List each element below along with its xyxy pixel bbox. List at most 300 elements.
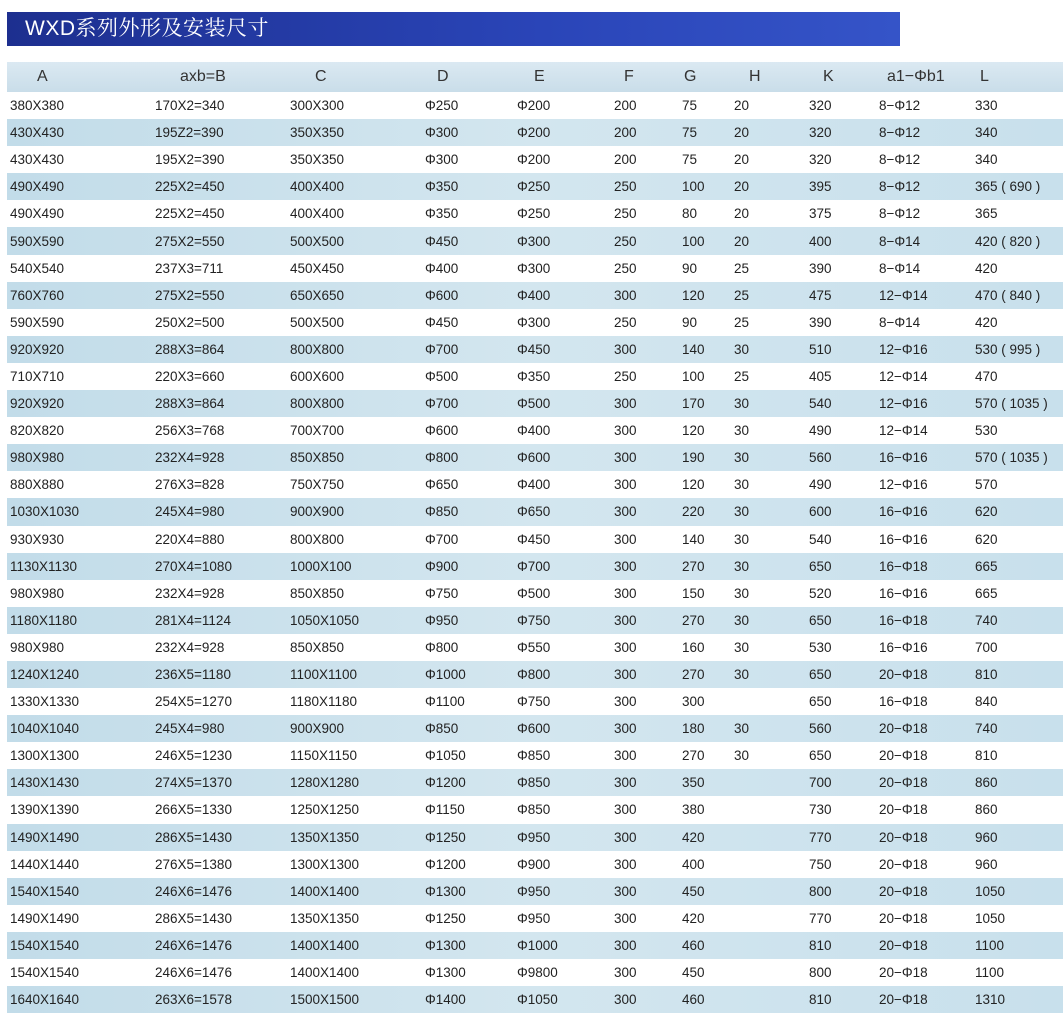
table-cell: 20 — [734, 206, 750, 222]
table-cell: 20−Φ18 — [879, 775, 928, 791]
table-cell: 20−Φ18 — [879, 883, 928, 899]
table-cell — [734, 986, 809, 1013]
table-cell: 1310 — [975, 992, 1006, 1008]
table-cell: Φ850 — [517, 775, 551, 791]
table-cell: 16−Φ16 — [879, 585, 928, 601]
table-cell: Φ400 — [425, 260, 459, 276]
table-row — [7, 363, 1063, 390]
table-cell: 980X980 — [10, 450, 65, 466]
table-cell: Φ450 — [425, 314, 459, 330]
table-cell: 275X2=550 — [155, 287, 225, 303]
table-cell: 350X350 — [290, 125, 345, 141]
table-cell: 120 — [682, 423, 705, 439]
table-cell: Φ550 — [517, 639, 551, 655]
table-cell: 320 — [809, 125, 832, 141]
table-cell: 8−Φ14 — [879, 233, 921, 249]
table-cell: Φ800 — [517, 667, 551, 683]
table-cell: 510 — [809, 341, 832, 357]
table-cell: 20 — [734, 125, 750, 141]
table-cell: Φ1000 — [425, 667, 466, 683]
table-cell: 1300X1300 — [10, 748, 80, 764]
table-cell: 30 — [734, 639, 750, 655]
table-cell: 300 — [614, 396, 637, 412]
table-cell: Φ950 — [425, 612, 459, 628]
table-cell: 195Z2=390 — [155, 125, 224, 141]
table-cell: 450 — [682, 965, 705, 981]
table-cell: 960 — [975, 829, 998, 845]
table-cell: 8−Φ12 — [879, 152, 921, 168]
table-cell: 16−Φ18 — [879, 558, 928, 574]
column-header: axb=B — [180, 68, 226, 85]
table-cell: Φ500 — [517, 396, 551, 412]
table-cell: 30 — [734, 748, 750, 764]
table-cell: 246X6=1476 — [155, 937, 232, 953]
table-row — [7, 607, 1063, 634]
table-cell: Φ200 — [517, 98, 551, 114]
table-cell: 365 — [975, 206, 998, 222]
table-cell: 390 — [809, 260, 832, 276]
table-cell: 1490X1490 — [10, 910, 80, 926]
table-cell: 1100 — [975, 937, 1005, 953]
table-cell: 420 — [682, 910, 705, 926]
table-cell: 1100X1100 — [290, 667, 358, 683]
table-cell: 1540X1540 — [10, 937, 80, 953]
table-cell: 1490X1490 — [10, 829, 80, 845]
table-cell: 140 — [682, 341, 705, 357]
table-cell: Φ750 — [425, 585, 459, 601]
table-cell — [734, 932, 809, 959]
table-cell: 1050 — [975, 910, 1006, 926]
table-row — [7, 824, 1063, 851]
table-cell: 286X5=1430 — [155, 910, 232, 926]
table-cell: 650 — [809, 612, 832, 628]
column-header: F — [624, 68, 634, 85]
table-cell: 300 — [614, 748, 637, 764]
table-cell: 350X350 — [290, 152, 345, 168]
table-cell: 330 — [975, 98, 998, 114]
table-cell: 1390X1390 — [10, 802, 80, 818]
table-cell: 920X920 — [10, 396, 65, 412]
table-cell: Φ650 — [517, 504, 551, 520]
table-cell: 740 — [975, 612, 998, 628]
table-cell: 700 — [975, 639, 998, 655]
table-cell: 20 — [734, 98, 750, 114]
table-cell: 800 — [809, 883, 832, 899]
table-row — [7, 661, 1063, 688]
table-cell: Φ1200 — [425, 775, 466, 791]
table-cell: 270 — [682, 612, 705, 628]
table-cell: 980X980 — [10, 585, 65, 601]
column-header: K — [823, 68, 834, 85]
table-cell: 288X3=864 — [155, 341, 225, 357]
table-cell: 75 — [682, 125, 698, 141]
table-row — [7, 282, 1063, 309]
table-cell: 20−Φ18 — [879, 937, 928, 953]
table-cell: 200 — [614, 152, 637, 168]
table-row — [7, 92, 1063, 119]
table-cell: 800X800 — [290, 341, 345, 357]
table-cell: Φ850 — [425, 504, 459, 520]
table-cell: 266X5=1330 — [155, 802, 232, 818]
table-cell: 300 — [682, 694, 705, 710]
table-cell: 490X490 — [10, 179, 65, 195]
table-cell: 460 — [682, 992, 705, 1008]
table-cell: 30 — [734, 721, 750, 737]
dimension-table — [7, 62, 1063, 1013]
table-cell: 12−Φ14 — [879, 287, 928, 303]
table-cell: 650 — [809, 558, 832, 574]
table-row — [7, 119, 1063, 146]
table-cell: 850X850 — [290, 639, 345, 655]
table-cell: 1400X1400 — [290, 965, 360, 981]
table-cell: 570 ( 1035 ) — [975, 450, 1048, 466]
table-cell: 700X700 — [290, 423, 345, 439]
table-cell: 195X2=390 — [155, 152, 225, 168]
table-row — [7, 498, 1063, 525]
table-cell: 180 — [682, 721, 705, 737]
table-cell: 25 — [734, 260, 750, 276]
table-cell: 860 — [975, 775, 998, 791]
table-cell: 800X800 — [290, 396, 345, 412]
table-cell: 620 — [975, 531, 998, 547]
table-cell: 20−Φ18 — [879, 856, 928, 872]
table-cell: 90 — [682, 260, 698, 276]
table-cell: Φ1000 — [517, 937, 558, 953]
table-cell: 1240X1240 — [10, 667, 80, 683]
table-cell: 200 — [614, 98, 637, 114]
table-cell: 20−Φ18 — [879, 992, 928, 1008]
table-cell: 1050X1050 — [290, 612, 360, 628]
table-cell: 246X6=1476 — [155, 883, 232, 899]
table-cell: 490 — [809, 423, 832, 439]
table-row — [7, 390, 1063, 417]
table-row — [7, 769, 1063, 796]
table-cell: 232X4=928 — [155, 639, 225, 655]
table-cell: 740 — [975, 721, 998, 737]
table-row — [7, 688, 1063, 715]
table-row — [7, 553, 1063, 580]
table-cell: 300 — [614, 694, 637, 710]
table-cell: 300 — [614, 477, 637, 493]
table-row — [7, 851, 1063, 878]
table-cell: 390 — [809, 314, 832, 330]
table-cell: 430X430 — [10, 152, 65, 168]
table-cell: 1000X100 — [290, 558, 352, 574]
table-cell: 30 — [734, 612, 750, 628]
table-cell: 1640X1640 — [10, 992, 80, 1008]
table-cell: 246X6=1476 — [155, 965, 232, 981]
table-cell: 1540X1540 — [10, 883, 80, 899]
column-header: G — [684, 68, 697, 85]
table-cell: 276X3=828 — [155, 477, 225, 493]
table-cell: 490 — [809, 477, 832, 493]
table-cell: 8−Φ12 — [879, 98, 921, 114]
table-cell: 300 — [614, 856, 637, 872]
table-cell: 540X540 — [10, 260, 65, 276]
table-cell: 880X880 — [10, 477, 65, 493]
table-cell: 960 — [975, 856, 998, 872]
table-cell: 810 — [809, 992, 832, 1008]
table-cell: 8−Φ12 — [879, 179, 921, 195]
table-cell: 420 — [975, 260, 998, 276]
table-cell: 245X4=980 — [155, 504, 225, 520]
table-row — [7, 200, 1063, 227]
table-cell: 710X710 — [10, 368, 65, 384]
table-cell: 100 — [682, 368, 705, 384]
table-cell: 665 — [975, 558, 998, 574]
table-cell: 25 — [734, 287, 750, 303]
table-cell: 850X850 — [290, 450, 345, 466]
table-cell: 500X500 — [290, 314, 345, 330]
table-cell: 400 — [682, 856, 705, 872]
table-cell: 100 — [682, 233, 705, 249]
table-cell: 275X2=550 — [155, 233, 225, 249]
table-cell: 225X2=450 — [155, 206, 225, 222]
table-cell: 75 — [682, 98, 698, 114]
table-cell: 1430X1430 — [10, 775, 80, 791]
table-cell: 590X590 — [10, 233, 65, 249]
table-cell: 160 — [682, 639, 705, 655]
table-cell: 246X5=1230 — [155, 748, 232, 764]
table-cell: 420 — [682, 829, 705, 845]
table-cell: Φ300 — [425, 125, 459, 141]
table-cell: 365 ( 690 ) — [975, 179, 1041, 195]
table-cell: 450 — [682, 883, 705, 899]
table-cell: 1250X1250 — [290, 802, 360, 818]
table-cell: 300 — [614, 802, 637, 818]
table-cell: 300 — [614, 423, 637, 439]
table-cell: 450X450 — [290, 260, 345, 276]
table-cell: 237X3=711 — [155, 260, 224, 276]
table-cell: 400X400 — [290, 206, 345, 222]
table-cell: 276X5=1380 — [155, 856, 232, 872]
table-cell: 620 — [975, 504, 998, 520]
table-cell: 232X4=928 — [155, 585, 225, 601]
table-cell: 810 — [975, 667, 998, 683]
table-cell — [734, 824, 809, 851]
table-header-row — [7, 62, 1063, 92]
table-cell: 650X650 — [290, 287, 345, 303]
column-header: C — [315, 68, 327, 85]
table-cell: 220X3=660 — [155, 368, 225, 384]
table-cell: 600 — [809, 504, 832, 520]
table-row — [7, 146, 1063, 173]
table-cell: 300 — [614, 721, 637, 737]
table-cell: Φ600 — [517, 450, 551, 466]
table-cell: 1400X1400 — [290, 937, 360, 953]
table-cell: Φ350 — [425, 206, 459, 222]
table-cell: 560 — [809, 450, 832, 466]
table-cell: 380 — [682, 802, 705, 818]
table-cell: Φ350 — [517, 368, 551, 384]
table-row — [7, 715, 1063, 742]
table-cell: 730 — [809, 802, 832, 818]
table-cell: 16−Φ16 — [879, 531, 928, 547]
table-cell: 250 — [614, 260, 637, 276]
table-cell: 12−Φ14 — [879, 368, 928, 384]
table-cell — [734, 851, 809, 878]
table-cell: 1500X1500 — [290, 992, 360, 1008]
table-cell: Φ400 — [517, 423, 551, 439]
table-cell — [734, 769, 809, 796]
table-row — [7, 634, 1063, 661]
table-cell: Φ1250 — [425, 910, 466, 926]
table-cell: Φ250 — [425, 98, 459, 114]
table-cell: 300 — [614, 910, 637, 926]
table-cell: 420 — [975, 314, 998, 330]
table-row — [7, 878, 1063, 905]
table-cell: 840 — [975, 694, 998, 710]
table-cell: 30 — [734, 477, 750, 493]
table-cell: 810 — [809, 937, 832, 953]
table-cell: Φ700 — [517, 558, 551, 574]
table-cell: 300 — [614, 450, 637, 466]
table-cell: 20−Φ18 — [879, 667, 928, 683]
table-cell: Φ1200 — [425, 856, 466, 872]
table-cell: 281X4=1124 — [155, 612, 231, 628]
table-cell: 300 — [614, 612, 637, 628]
table-cell: 30 — [734, 423, 750, 439]
table-cell: 286X5=1430 — [155, 829, 232, 845]
column-header: H — [749, 68, 761, 85]
table-cell: 288X3=864 — [155, 396, 225, 412]
table-cell: 150 — [682, 585, 705, 601]
table-cell: 810 — [975, 748, 998, 764]
table-cell: 750X750 — [290, 477, 345, 493]
table-cell: 8−Φ14 — [879, 314, 921, 330]
table-cell: 320 — [809, 152, 832, 168]
table-cell: 20−Φ18 — [879, 802, 928, 818]
table-cell: 274X5=1370 — [155, 775, 232, 791]
table-row — [7, 526, 1063, 553]
table-cell: 8−Φ12 — [879, 125, 921, 141]
table-cell: 200 — [614, 125, 637, 141]
table-cell: 530 — [809, 639, 832, 655]
column-header: L — [980, 68, 989, 85]
table-cell: 190 — [682, 450, 705, 466]
table-cell: 30 — [734, 531, 750, 547]
table-cell: 270 — [682, 667, 705, 683]
table-cell: 490X490 — [10, 206, 65, 222]
table-cell: 170X2=340 — [155, 98, 225, 114]
page-title: WXD系列外形及安装尺寸 — [7, 12, 900, 46]
table-cell — [734, 905, 809, 932]
table-cell: 430X430 — [10, 125, 65, 141]
table-cell: 20−Φ18 — [879, 748, 928, 764]
table-cell: 220 — [682, 504, 705, 520]
table-cell: 850X850 — [290, 585, 345, 601]
table-cell: 1040X1040 — [10, 721, 80, 737]
table-cell: 30 — [734, 504, 750, 520]
table-cell: 900X900 — [290, 504, 345, 520]
table-cell: Φ1300 — [425, 965, 466, 981]
table-cell: 300 — [614, 639, 637, 655]
table-row — [7, 580, 1063, 607]
table-cell: Φ450 — [517, 531, 551, 547]
table-cell: 1540X1540 — [10, 965, 80, 981]
column-header: a1−Φb1 — [887, 68, 945, 85]
table-cell: 300 — [614, 585, 637, 601]
table-cell: 20−Φ18 — [879, 721, 928, 737]
table-cell: 300 — [614, 667, 637, 683]
table-cell: 1280X1280 — [290, 775, 360, 791]
table-cell: Φ1050 — [425, 748, 466, 764]
table-cell — [734, 688, 809, 715]
table-cell: 700 — [809, 775, 832, 791]
table-cell: 665 — [975, 585, 998, 601]
table-cell: Φ1050 — [517, 992, 558, 1008]
table-cell: 225X2=450 — [155, 179, 225, 195]
table-cell: 1350X1350 — [290, 829, 360, 845]
table-cell: 270 — [682, 748, 705, 764]
table-cell: Φ350 — [425, 179, 459, 195]
table-cell: 220X4=880 — [155, 531, 225, 547]
table-cell: 300 — [614, 287, 637, 303]
table-cell: Φ1150 — [425, 802, 465, 818]
table-cell: 12−Φ16 — [879, 396, 928, 412]
table-cell: 140 — [682, 531, 705, 547]
table-cell: 170 — [682, 396, 705, 412]
table-cell: 270 — [682, 558, 705, 574]
table-cell: Φ500 — [425, 368, 459, 384]
table-cell: 20 — [734, 179, 750, 195]
column-header: E — [534, 68, 545, 85]
table-cell: Φ300 — [425, 152, 459, 168]
table-cell: 1180X1180 — [10, 612, 78, 628]
table-cell: 560 — [809, 721, 832, 737]
table-cell: 650 — [809, 694, 832, 710]
table-cell: 1150X1150 — [290, 748, 358, 764]
table-row — [7, 336, 1063, 363]
table-row — [7, 796, 1063, 823]
table-cell: 30 — [734, 585, 750, 601]
table-cell: Φ800 — [425, 450, 459, 466]
table-cell: Φ500 — [517, 585, 551, 601]
table-cell: 30 — [734, 667, 750, 683]
table-row — [7, 417, 1063, 444]
table-cell: Φ700 — [425, 396, 459, 412]
table-cell: 460 — [682, 937, 705, 953]
table-cell: 750 — [809, 856, 832, 872]
table-cell: Φ950 — [517, 883, 551, 899]
table-cell: 530 — [975, 423, 998, 439]
table-cell: 250 — [614, 314, 637, 330]
table-cell: 232X4=928 — [155, 450, 225, 466]
table-cell: 12−Φ16 — [879, 477, 928, 493]
table-cell: 245X4=980 — [155, 721, 225, 737]
table-cell: 980X980 — [10, 639, 65, 655]
table-cell: 800 — [809, 965, 832, 981]
table-cell: Φ750 — [517, 694, 551, 710]
table-cell: 380X380 — [10, 98, 65, 114]
table-cell: Φ900 — [425, 558, 459, 574]
table-cell: 590X590 — [10, 314, 65, 330]
column-header: A — [37, 68, 48, 85]
table-cell: 250 — [614, 179, 637, 195]
table-cell: 770 — [809, 829, 832, 845]
table-cell: Φ1100 — [425, 694, 465, 710]
table-cell: 20 — [734, 233, 750, 249]
table-cell: Φ450 — [517, 341, 551, 357]
table-cell: Φ400 — [517, 287, 551, 303]
table-cell: 20−Φ18 — [879, 829, 928, 845]
table-cell: 320 — [809, 98, 832, 114]
table-row — [7, 905, 1063, 932]
table-cell: 300 — [614, 992, 637, 1008]
table-cell: 16−Φ16 — [879, 450, 928, 466]
table-row — [7, 444, 1063, 471]
table-cell: 1300X1300 — [290, 856, 360, 872]
